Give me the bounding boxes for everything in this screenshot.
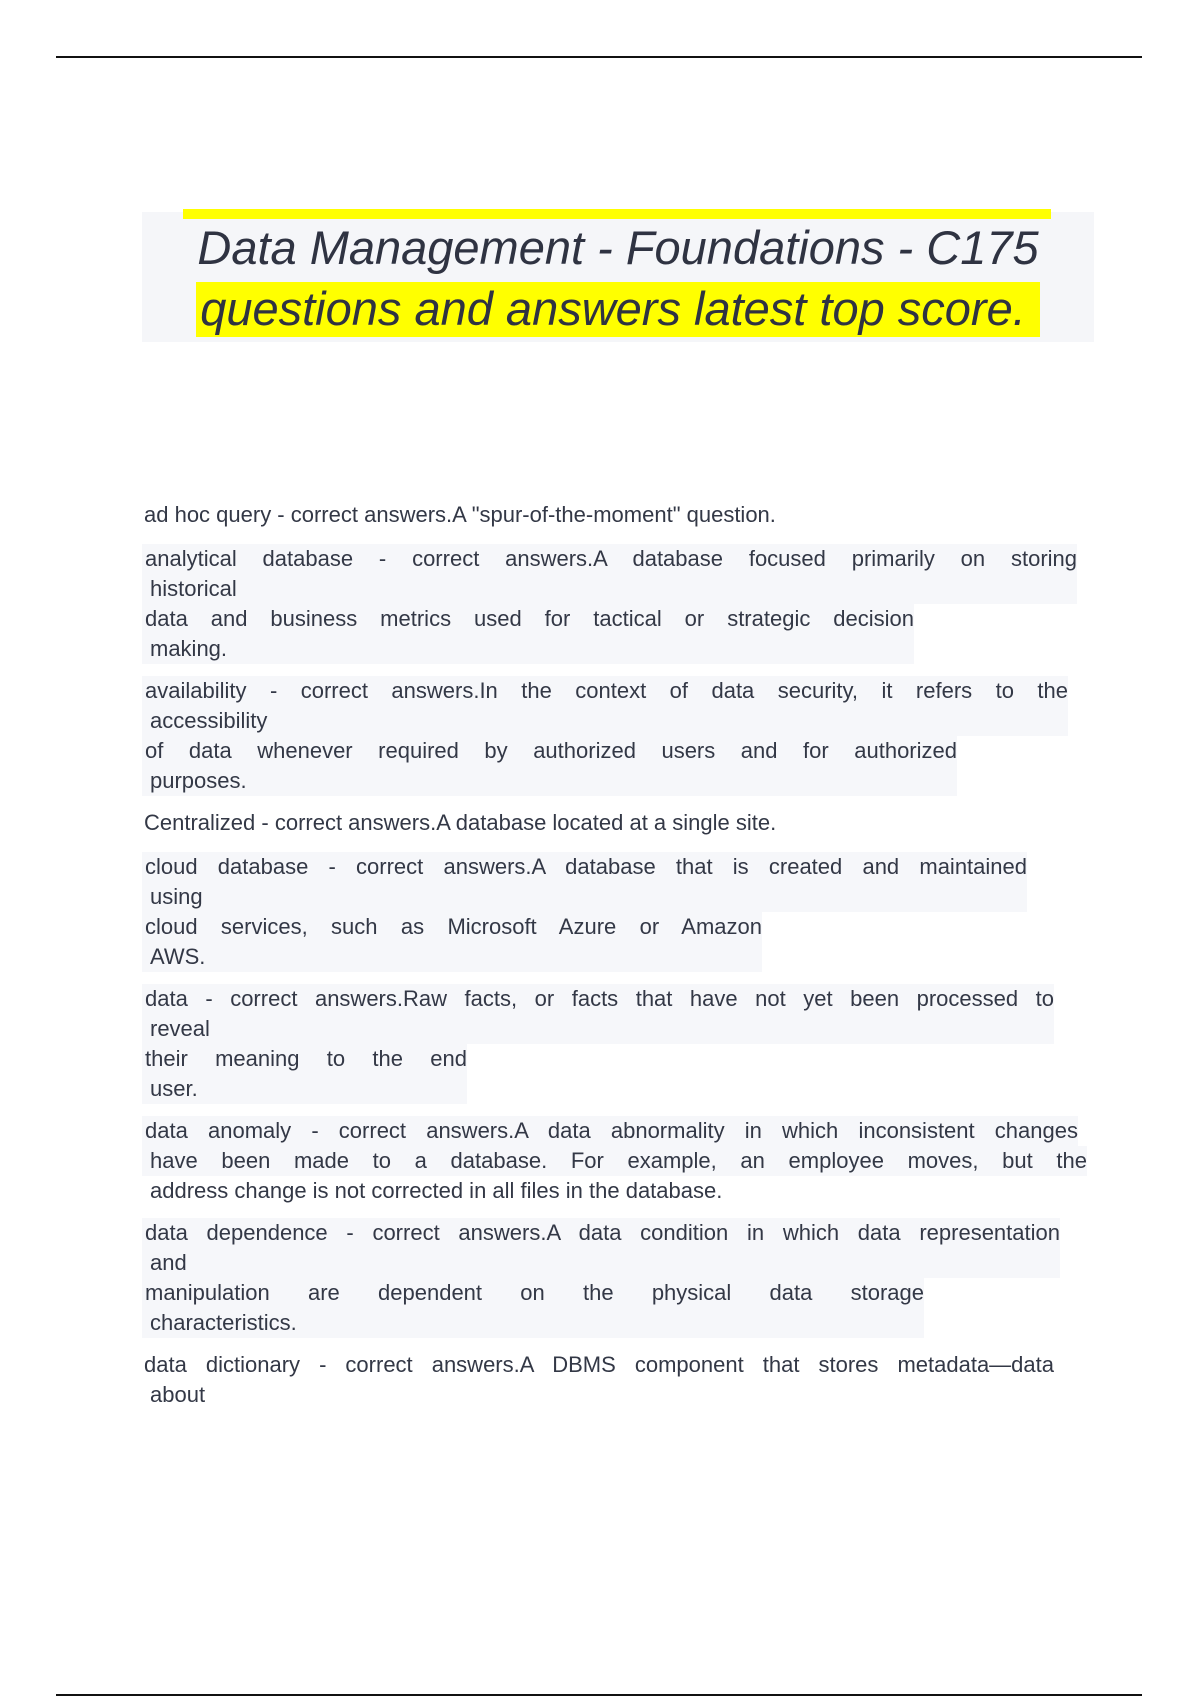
entry-line: historical [142,574,1077,604]
glossary-entry [142,984,1092,1104]
glossary-entry [142,544,1092,664]
entry-line: have been made to a database. For example, an employee moves, but the [142,1146,1087,1176]
entry-line: manipulation are dependent on the physical data storage [142,1278,924,1308]
document-title-line-1: Data Management - Foundations - C175 [197,221,1039,274]
bottom-rule [56,1694,1142,1696]
entry-line: data - correct answers.Raw facts, or facts that have not yet been processed to [142,984,1054,1014]
glossary-entry [142,676,1092,796]
entry-line: of data whenever required by authorized users and for authorized [142,736,957,766]
entry-line: cloud services, such as Microsoft Azure or Amazon [142,912,762,942]
entry-line: accessibility [142,706,1068,736]
entry-line: availability - correct answers.In the context of data security, it refers to the [142,676,1068,706]
glossary-entry [142,1116,1092,1206]
glossary-entry [142,852,1092,972]
entry-line: characteristics. [142,1308,924,1338]
glossary-entry [142,500,1092,530]
entry-line: data and business metrics used for tactical or strategic decision [142,604,914,634]
entry-line: data dependence - correct answers.A data condition in which data representation [142,1218,1060,1248]
highlighted-title-text: questions and answers latest top score. [196,282,1040,337]
document-title-line-2 [142,279,1094,339]
glossary-entry [142,1350,1092,1410]
entry-line: AWS. [142,942,762,972]
entry-line: Centralized - correct answers.A database located at a single site. [144,810,777,835]
entry-line: analytical database - correct answers.A database focused primarily on storing [142,544,1077,574]
entry-line: ad hoc query - correct answers.A "spur-of-the-moment" question. [144,502,776,527]
glossary-entries [142,500,1092,1422]
entry-line: data dictionary - correct answers.A DBMS component that stores metadata—data [144,1352,1054,1377]
entry-line: user. [142,1074,467,1104]
entry-line: reveal [142,1014,1054,1044]
entry-line: data anomaly - correct answers.A data abnormality in which inconsistent changes [142,1116,1078,1146]
entry-line: about [150,1382,206,1407]
entry-line: cloud database - correct answers.A database that is created and maintained [142,852,1027,882]
glossary-entry [142,1218,1092,1338]
entry-line: address change is not corrected in all files in the database. [150,1178,723,1203]
entry-line: purposes. [142,766,957,796]
entry-line: making. [142,634,914,664]
entry-line: and [142,1248,1060,1278]
entry-line: using [142,882,1027,912]
top-rule [56,56,1142,58]
glossary-entry [142,808,1092,838]
entry-line: their meaning to the end [142,1044,467,1074]
